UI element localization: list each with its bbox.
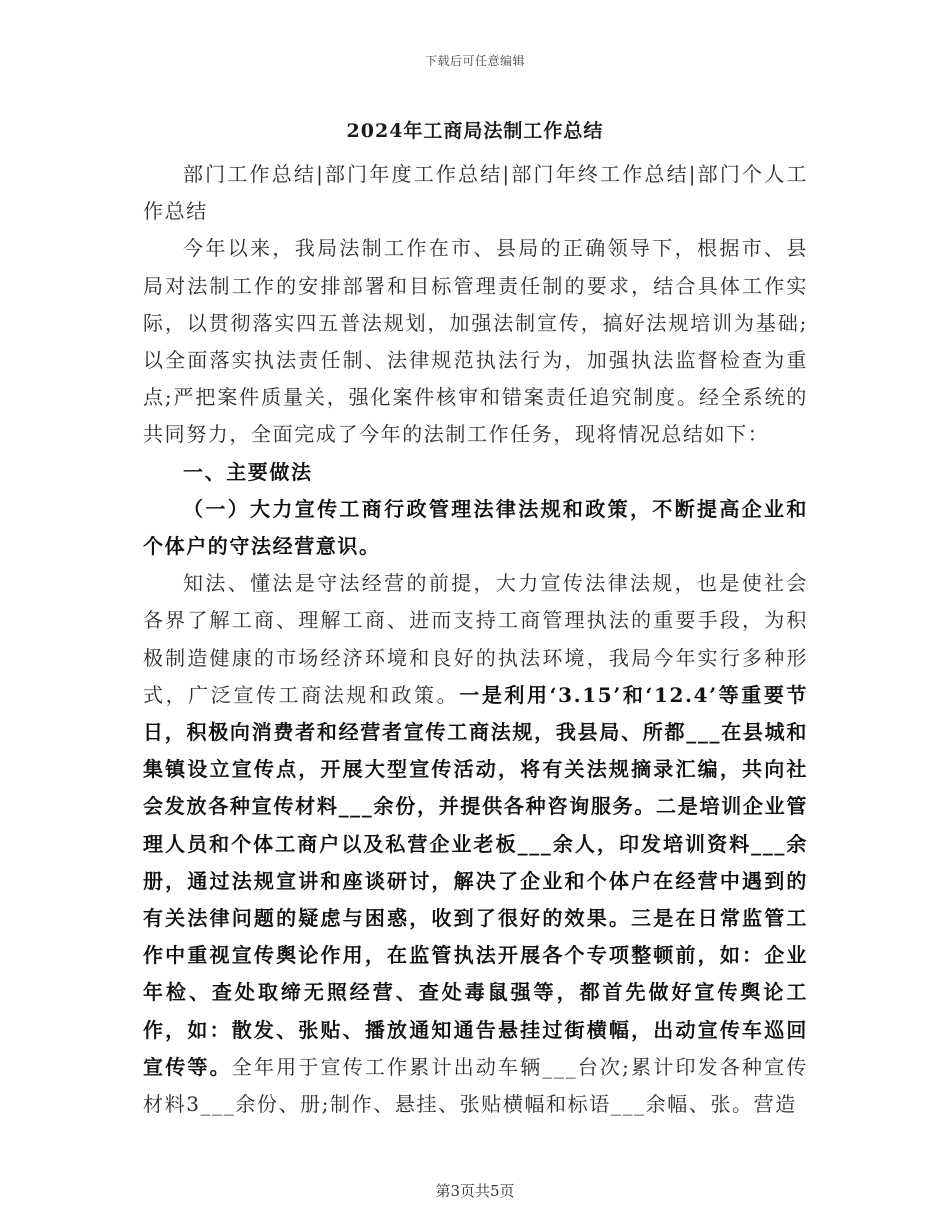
body-text-normal: 知法、懂法是守法经营的前提，大力宣传法律法规，也是使社会各界了解工商、理解工商、进而支持工商管理执法的重要手段，为积极制造健康的市场经济环境和良好的执法环境，我局今年实行多种形式，广泛宣传工商法规和政策。 xyxy=(143,571,808,707)
subsection-heading: （一）大力宣传工商行政管理法律法规和政策，不断提高企业和个体户的守法经营意识。 xyxy=(143,496,808,559)
document-body xyxy=(143,156,808,1123)
body-paragraph xyxy=(143,565,808,1123)
body-text-normal-tail: 全年用于宣传工作累计出动车辆___台次;累计印发各种宣传材料3___余份、册;制作、悬挂、张贴横幅和标语___余幅、张。营造 xyxy=(143,1054,808,1117)
body-text-bold: 一是利用‘3.15’和‘12.4’等重要节日，积极向消费者和经营者宣传工商法规，我县局、所都___在县城和集镇设立宣传点，开展大型宣传活动，将有关法规摘录汇编，共向社会发放各种宣传材料___余份，并提供各种咨询服务。二是培训企业管理人员和个体工商户以及私营企业老板___余人，印发培训资料___余册，通过法规宣讲和座谈研讨，解决了企业和个体户在经营中遇到的有关法律问题的疑虑与困惑，收到了很好的效果。三是在日常监管工作中重视宣传舆论作用，在监管执法开展各个专项整顿前，如：企业年检、查处取缔无照经营、查处毒鼠强等，都首先做好宣传舆论工作，如：散发、张贴、播放通知通告悬挂过街横幅，出动宣传车巡回宣传等。 xyxy=(143,682,809,1079)
intro-paragraph: 今年以来，我局法制工作在市、县局的正确领导下，根据市、县局对法制工作的安排部署和目标管理责任制的要求，结合具体工作实际，以贯彻落实四五普法规划，加强法制宣传，搞好法规培训为基础;以全面落实执法责任制、法律规范执法行为，加强执法监督检查为重点;严把案件质量关，强化案件核审和错案责任追究制度。经全系统的共同努力，全面完成了今年的法制工作任务，现将情况总结如下： xyxy=(143,236,808,447)
section-heading: 一、主要做法 xyxy=(183,459,313,484)
page-number: 第3页共5页 xyxy=(435,1182,515,1200)
page-header-note: 下载后可任意编辑 xyxy=(424,54,525,68)
keywords-line: 部门工作总结|部门年度工作总结|部门年终工作总结|部门个人工作总结 xyxy=(143,162,808,224)
document-title: 2024年工商局法制工作总结 xyxy=(346,120,604,142)
